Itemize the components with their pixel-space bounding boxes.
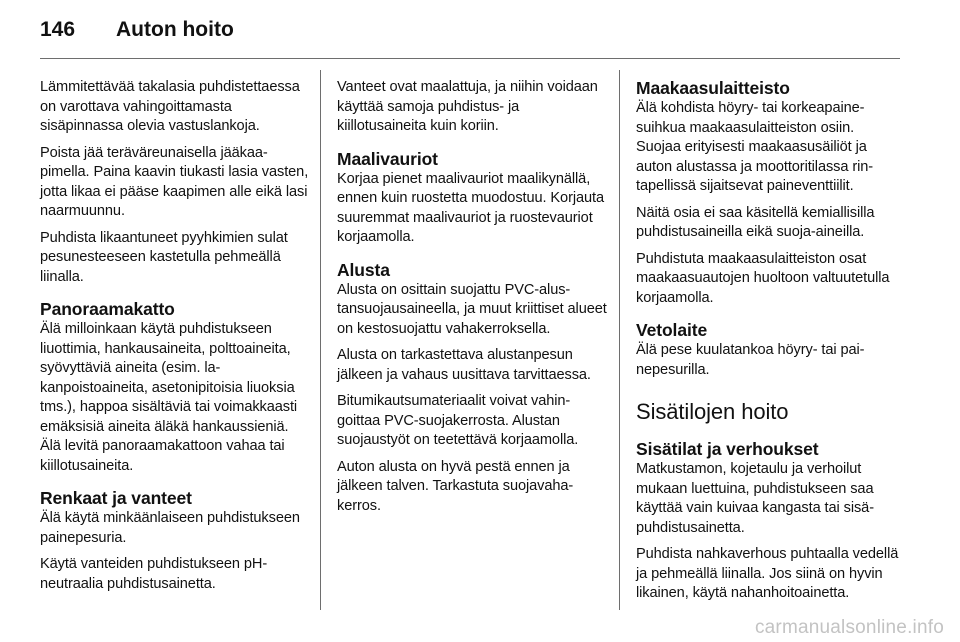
section-heading: Renkaat ja vanteet — [40, 488, 192, 508]
paragraph: Alusta on tarkastettava alustanpesun jälkeen ja vahaus uusittava tarvittaessa. — [337, 347, 591, 383]
page-number: 146 — [40, 18, 76, 41]
paragraph: Puhdista nahkaverhous puhtaalla vedellä ja pehmeällä liinalla. Jos siinä on hyvin likainen, käytä nahanhoitoainetta. — [636, 546, 899, 601]
paragraph: Korjaa pienet maalivauriot maalikynällä, ennen kuin ruostetta muodostuu. Korjauta suuremmat maalivauriot ja ruostevauriot korjaamolla. — [337, 170, 604, 245]
paragraph: Puhdista likaantuneet pyyhkimien sulat pesunesteeseen kastetulla pehmeällä liinalla. — [40, 229, 288, 285]
paragraph: Bitumikautsumateriaalit voivat vahingoittaa PVC-suojakerrosta. Alustan suojaustyöt on teetettävä korjaamolla. — [337, 393, 579, 448]
paragraph: Lämmitettävää takalasia puhdistettaessa on varottava vahingoittamasta sisäpinnassa olevia vastuslankoja. — [40, 79, 300, 134]
header-rule — [40, 58, 900, 59]
section-heading: Vetolaite — [636, 320, 708, 340]
column-3 — [636, 78, 902, 611]
paragraph: Poista jää teräväreunaisella jääkaapimella. Paina kaavin tiukasti lasia vasten, jotta likaa ei pääse kaapimen alle eikä lasi naarmuunnu. — [40, 144, 309, 219]
paragraph: Auton alusta on hyvä pestä ennen ja jälkeen talven. Tarkastuta suojavahakerros. — [337, 458, 574, 514]
paragraph: Vanteet ovat maalattuja, ja niihin voidaan käyttää samoja puhdistus- ja kiillotusaineita kuin koriin. — [337, 79, 598, 134]
paragraph: Matkustamon, kojetaulu ja verhoilut mukaan luettuina, puhdistukseen saa käyttää vain kuivaa kangasta tai sisäpuhdistusainetta. — [636, 461, 875, 536]
section-heading: Sisätilat ja verhoukset — [636, 439, 819, 459]
section-heading: Maalivauriot — [337, 148, 438, 169]
column-divider-1 — [320, 70, 321, 610]
paragraph: Älä kohdista höyry- tai korkeapainesuihkua maakaasulaitteiston osiin. Suojaa erityisesti maakaasusäiliöt ja auton alustassa ja moottoritilassa rintapellissä sijaitsevat paineventtiilit. — [636, 100, 874, 194]
column-divider-2 — [619, 70, 620, 610]
paragraph: Alusta on osittain suojattu PVC-alustansuojausaineella, ja muut kriittiset alueet on kestosuojattu vahakerroksella. — [337, 281, 607, 337]
section-heading: Maakaasulaitteisto — [636, 78, 790, 98]
column-2 — [337, 78, 607, 523]
chapter-heading: Sisätilojen hoito — [636, 399, 789, 424]
column-1 — [40, 78, 312, 601]
section-heading: Alusta — [337, 259, 390, 280]
paragraph: Näitä osia ei saa käsitellä kemiallisilla puhdistusaineilla eikä suoja-aineilla. — [636, 204, 875, 240]
page-title: Auton hoito — [116, 18, 234, 41]
section-heading: Panoraamakatto — [40, 299, 175, 319]
paragraph: Puhdistuta maakaasulaitteiston osat maakaasuautojen huoltoon valtuutetulla korjaamolla. — [636, 250, 890, 306]
paragraph: Älä milloinkaan käytä puhdistukseen liuottimia, hankausaineita, polttoaineita, syövyttäviä aineita (esim. lakanpoistoaineita, asetonipitoisia liuoksia tms.), happoa sisältäviä tai voimakkaasti emäksisiä aineita äläkä hankaussieniä. Älä levitä panoraamakattoon vahaa tai kiillotusaineita. — [40, 321, 298, 474]
paragraph: Älä käytä minkäänlaiseen puhdistukseen painepesuria. — [40, 510, 300, 546]
watermark: carmanualsonline.info — [754, 617, 944, 638]
paragraph: Käytä vanteiden puhdistukseen pH-neutraalia puhdistusainetta. — [40, 556, 268, 592]
page-header — [40, 18, 234, 42]
paragraph: Älä pese kuulatankoa höyry- tai painepesurilla. — [636, 342, 865, 378]
